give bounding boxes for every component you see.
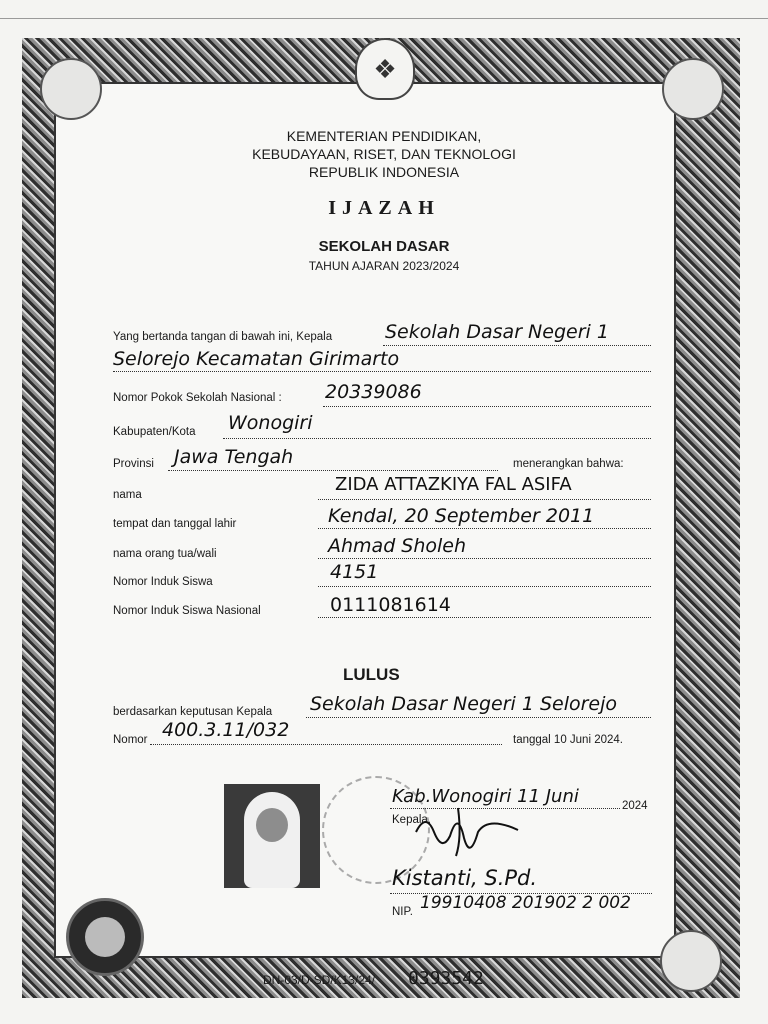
nis-value: 4151	[330, 561, 379, 583]
academic-year: TAHUN AJARAN 2023/2024	[308, 259, 460, 273]
intro-label: Yang bertanda tangan di bawah ini, Kepala	[113, 331, 333, 343]
signature-place-date: Kab.Wonogiri 11 Juni	[392, 786, 579, 807]
signature-role: Kepala,	[392, 814, 432, 826]
nis-label: Nomor Induk Siswa	[113, 576, 213, 588]
dotted-line	[318, 617, 651, 618]
dotted-line	[323, 406, 651, 407]
nisn-value: 0111081614	[330, 594, 451, 616]
ttl-value: Kendal, 20 September 2011	[328, 505, 595, 527]
signatory-name: Kistanti, S.Pd.	[392, 866, 538, 890]
school-level: SEKOLAH DASAR	[318, 238, 450, 255]
handwritten-signature	[410, 802, 520, 862]
tanggal-text: tanggal 10 Juni 2024.	[513, 734, 623, 746]
basis-value: Sekolah Dasar Negeri 1 Selorejo	[310, 693, 618, 715]
dotted-line	[318, 528, 651, 529]
dotted-line	[318, 558, 651, 559]
scan-edge-line	[0, 18, 768, 19]
dotted-line	[383, 345, 651, 346]
corner-ornament	[660, 930, 722, 992]
nama-label: nama	[113, 489, 142, 501]
photo-face	[256, 808, 288, 842]
dotted-line	[318, 586, 651, 587]
document-code: DN-03/D-SD/K13/24/	[263, 973, 376, 987]
ministry-line: REPUBLIK INDONESIA	[308, 164, 460, 180]
ortu-label: nama orang tua/wali	[113, 548, 217, 560]
ministry-line: KEBUDAYAAN, RISET, DAN TEKNOLOGI	[252, 146, 516, 162]
school-name-value-2: Selorejo Kecamatan Girimarto	[113, 348, 400, 370]
school-name-value: Sekolah Dasar Negeri 1	[385, 321, 609, 343]
signature-year: 2024	[622, 800, 648, 812]
document-title: IJAZAH	[328, 197, 440, 219]
kabupaten-value: Wonogiri	[228, 412, 313, 434]
nomor-value: 400.3.11/032	[162, 719, 290, 741]
provinsi-value: Jawa Tengah	[174, 446, 294, 468]
basis-label: berdasarkan keputusan Kepala	[113, 706, 273, 718]
nip-label: NIP.	[392, 906, 413, 918]
nisn-label: Nomor Induk Siswa Nasional	[113, 605, 261, 617]
nomor-label: Nomor	[113, 734, 148, 746]
ministry-seal-icon	[66, 898, 144, 976]
ortu-value: Ahmad Sholeh	[328, 535, 467, 557]
graduation-status: LULUS	[343, 665, 400, 684]
kabupaten-label: Kabupaten/Kota	[113, 426, 196, 438]
dotted-line	[150, 744, 502, 745]
dotted-line	[168, 470, 498, 471]
nip-value: 19910408 201902 2 002	[420, 893, 631, 913]
npsn-label: Nomor Pokok Sekolah Nasional :	[113, 392, 282, 404]
garuda-emblem-icon: ❖	[355, 38, 415, 100]
npsn-value: 20339086	[325, 381, 422, 403]
serial-number: 0393542	[408, 968, 484, 989]
menerangkan-label: menerangkan bahwa:	[513, 458, 624, 470]
ministry-line: KEMENTERIAN PENDIDIKAN,	[286, 128, 482, 144]
corner-ornament	[662, 58, 724, 120]
dotted-line	[223, 438, 651, 439]
provinsi-label: Provinsi	[113, 458, 154, 470]
dotted-line	[306, 717, 651, 718]
dotted-line	[113, 371, 651, 372]
student-photo	[224, 784, 320, 888]
corner-ornament	[40, 58, 102, 120]
ttl-label: tempat dan tanggal lahir	[113, 518, 237, 530]
nama-value: ZIDA ATTAZKIYA FAL ASIFA	[335, 474, 572, 495]
dotted-line	[318, 499, 651, 500]
